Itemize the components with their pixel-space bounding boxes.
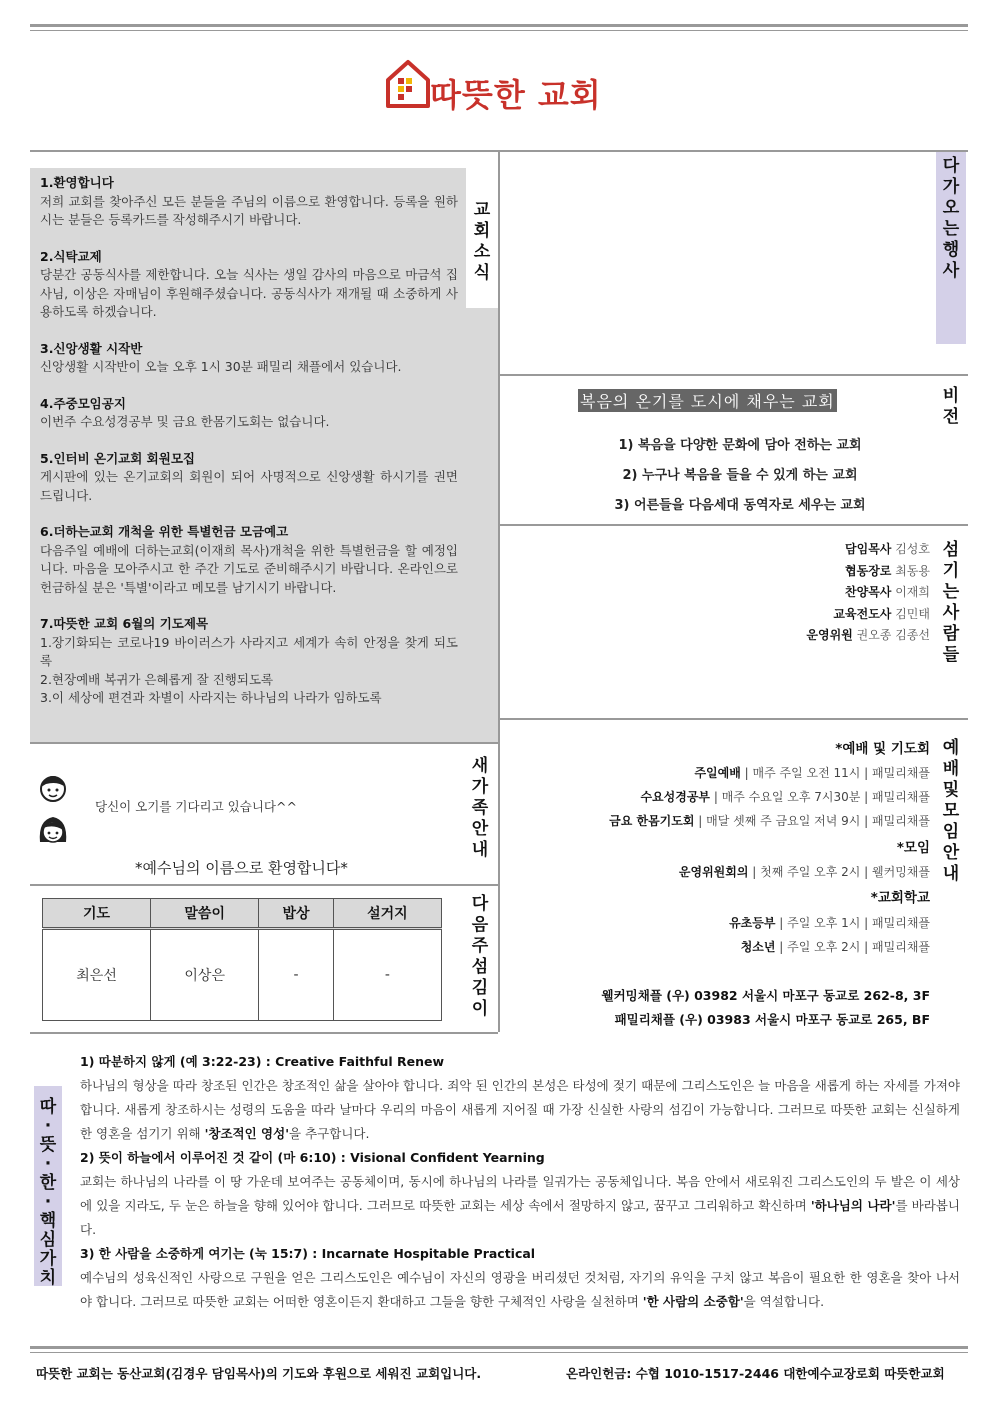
duty-title <box>468 894 492 1020</box>
news-item-title: 7.따뜻한 교회 6월의 기도제목 <box>40 616 209 631</box>
vertical-title-char: 주 <box>471 936 489 956</box>
schedule-row <box>540 788 930 805</box>
vertical-title-char: 및 <box>942 780 960 800</box>
chapel-address: 웰커밍채플 (우) 03982 서울시 마포구 동교로 262-8, 3F <box>601 988 930 1003</box>
girl-face-icon <box>36 812 70 848</box>
vertical-title-char: 전 <box>942 407 960 427</box>
chapel-address: 패밀리채플 (우) 03983 서울시 마포구 동교로 265, BF <box>614 1012 930 1027</box>
news-item <box>40 248 458 322</box>
vertical-title-char: 회 <box>473 221 491 241</box>
vertical-title-char: 내 <box>471 840 489 860</box>
new-family-message: 당신이 오기를 기다리고 있습니다^^ <box>95 799 297 814</box>
boy-face-icon <box>38 772 68 804</box>
news-title <box>470 200 494 284</box>
news-item-body: 이번주 수요성경공부 및 금요 한몸기도회는 없습니다. <box>40 414 330 429</box>
vertical-title-char: 식 <box>473 263 491 283</box>
duty-value-meal: - <box>259 929 334 1021</box>
vision-title <box>938 386 964 428</box>
top-rule-thin <box>30 30 968 31</box>
value-body-text-end: 을 추구합니다. <box>289 1126 370 1141</box>
value-body <box>80 1074 960 1146</box>
vertical-title-char: 교 <box>473 200 491 220</box>
church-name: 따뜻한 교회 <box>430 76 602 114</box>
footer-right: 온라인헌금: 수협 1010-1517-2446 대한예수교장로회 따뜻한교회 <box>566 1366 945 1381</box>
news-bottom-rule <box>30 742 498 744</box>
schedule-heading: *예배 및 기도회 <box>835 741 930 757</box>
schedule-detail: | 매주 수요일 오후 7시30분 | 패밀리채플 <box>710 790 930 804</box>
upcoming-title <box>938 156 964 282</box>
vertical-title-char: 치 <box>39 1268 57 1288</box>
schedule-detail: | 주일 오후 2시 | 패밀리채플 <box>775 940 930 954</box>
schedule-heading: *교회학교 <box>870 890 930 906</box>
vertical-title-char: 이 <box>471 999 489 1019</box>
values-list <box>80 1050 960 1314</box>
schedule-row <box>540 812 930 829</box>
vertical-title-char: · <box>44 1116 52 1136</box>
staff-name: 김민태 <box>895 606 930 621</box>
vertical-title-char: 내 <box>942 864 960 884</box>
new-family-title <box>468 756 492 861</box>
news-item <box>40 615 458 708</box>
value-heading: 1) 따분하지 않게 (예 3:22-23) : Creative Faithful Renew <box>80 1054 445 1069</box>
vertical-title-char: 오 <box>942 198 960 218</box>
value-body-emphasis: '창조적인 영성' <box>204 1126 290 1141</box>
vertical-title-char: 예 <box>942 738 960 758</box>
vertical-title-char: 람 <box>942 624 960 644</box>
value-body-text: 하나님의 형상을 따라 창조된 인간은 창조적인 삶을 살아야 합니다. 죄악 된 인간의 본성은 타성에 젖기 때문에 그리스도인은 늘 마음을 새롭게 하는 자세를 가져야합니다. 새롭게 창조하시는 성령의 도움을 따라 날마다 우리의 마음이 새롭게 지어질 때 가장 신실한 사랑의 섬김이 가능합니다. 그러므로 따뜻한 교회는 신실하게 한 영혼을 섬기기 위해 <box>80 1078 961 1141</box>
top-rule <box>30 24 968 27</box>
staff-member <box>700 562 930 579</box>
schedule-detail: | 매달 셋째 주 금요일 저녁 9시 | 패밀리채플 <box>694 814 930 828</box>
value-body-emphasis: '하나님의 나라' <box>810 1198 896 1213</box>
news-item <box>40 395 458 432</box>
vertical-title-char: 섬 <box>942 540 960 560</box>
vision-item-3: 3) 어른들을 다음세대 동역자로 세우는 교회 <box>614 498 866 513</box>
staff-member <box>700 626 930 643</box>
duty-table <box>42 898 442 1021</box>
news-item-title: 4.주중모임공지 <box>40 395 126 411</box>
value-heading: 3) 한 사람을 소중하게 여기는 (눅 15:7) : Incarnate Hospitable Practical <box>80 1246 536 1261</box>
schedule-detail: | 첫째 주일 오후 2시 | 웰커밍채플 <box>748 865 930 879</box>
vertical-title-char: 족 <box>471 798 489 818</box>
news-item-title: 5.인터비 온기교회 회원모집 <box>40 450 195 466</box>
vertical-title-char: 핵 <box>39 1211 57 1231</box>
staff-name: 김성호 <box>895 542 930 556</box>
news-item-title: 2.식탁교제 <box>40 248 102 264</box>
column-divider <box>498 152 500 1032</box>
schedule-row <box>540 863 930 880</box>
vision-rule <box>498 524 968 526</box>
vertical-title-char: 비 <box>942 386 960 406</box>
vertical-title-char: 음 <box>471 915 489 935</box>
news-panel <box>30 168 466 742</box>
staff-rule <box>498 718 968 720</box>
news-item <box>40 340 458 377</box>
value-body-text: 교회는 하나님의 나라를 이 땅 가운데 보여주는 공동체이며, 동시에 하나님의 나라를 일궈가는 공동체입니다. 복음 안에서 새로워진 그리스도인의 두 발은 이 세상에 있을 지라도, 두 눈은 하늘을 향해 있어야 합니다. 그러므로 따뜻한 교회는 세상 속에서 절망하지 않고, 꿈꾸고 그리워하고 확신하며 <box>80 1174 960 1213</box>
news-title-divider <box>466 168 467 308</box>
staff-role: 찬양목사 <box>845 585 892 599</box>
staff-title <box>938 540 964 666</box>
schedule-name: 수요성경공부 <box>640 790 711 804</box>
staff-member <box>700 605 930 622</box>
schedule-name: 청소년 <box>740 940 776 954</box>
news-item-body: 1.장기화되는 코로나19 바이러스가 사라지고 세계가 속히 안정을 찾게 되도록 2.현장예배 복귀가 은혜롭게 잘 진행되도록 3.이 세상에 편견과 차별이 사라지는 하나님의 나라가 임하도록 <box>40 634 458 705</box>
schedule-heading: *모임 <box>896 840 930 856</box>
schedule-row <box>540 764 930 781</box>
duty-header-dishes: 설거지 <box>333 899 441 929</box>
value-body <box>80 1266 960 1314</box>
vertical-title-char: 기 <box>942 561 960 581</box>
news-item-body: 저희 교회를 찾아주신 모든 분들을 주님의 이름으로 환영합니다. 등록을 원하시는 분들은 등록카드를 작성해주시기 바랍니다. <box>40 193 458 227</box>
schedule-row <box>540 914 930 931</box>
vertical-title-char: 다 <box>471 894 489 914</box>
staff-name: 권오종 김종선 <box>856 628 930 642</box>
staff-role: 운영위원 <box>806 628 853 642</box>
vertical-title-char: 따 <box>39 1097 57 1117</box>
value-body <box>80 1170 960 1242</box>
vertical-title-char: 사 <box>942 261 960 281</box>
schedule-name: 운영위원회의 <box>678 865 749 879</box>
vertical-title-char: 가 <box>471 777 489 797</box>
schedule-name: 금요 한몸기도회 <box>609 814 695 828</box>
news-item-body: 신앙생활 시작반이 오늘 오후 1시 30분 패밀리 채플에서 있습니다. <box>40 359 402 374</box>
duty-header-word: 말씀이 <box>151 899 259 929</box>
vertical-title-char: 김 <box>471 978 489 998</box>
staff-role: 담임목사 <box>845 542 892 556</box>
duty-header-row <box>43 899 442 929</box>
vision-item-2: 2) 누구나 복음을 들을 수 있게 하는 교회 <box>622 468 858 483</box>
vertical-title-char: 뜻 <box>39 1135 57 1155</box>
vertical-title-char: 사 <box>942 603 960 623</box>
news-item-title: 6.더하는교회 개척을 위한 특별헌금 모금예고 <box>40 524 289 539</box>
value-heading: 2) 뜻이 하늘에서 이루어진 것 같이 (마 6:10) : Visional Confident Yearning <box>80 1150 545 1165</box>
footer-rule <box>30 1346 968 1349</box>
duty-value-prayer: 최은선 <box>43 929 151 1021</box>
duty-value-word: 이상은 <box>151 929 259 1021</box>
vertical-title-char: 가 <box>942 177 960 197</box>
value-body-text: 예수님의 성육신적인 사랑으로 구원을 얻은 그리스도인은 예수님이 자신의 영광을 버리셨던 것처럼, 자기의 유익을 구치 않고 복음이 필요한 한 영혼을 찾아 나서야 합니다. 그러므로 따뜻한 교회는 어떠한 영혼이든지 환대하고 그들을 향한 구체적인 사랑을 실천하며 <box>80 1270 960 1309</box>
duty-header-meal: 밥상 <box>259 899 334 929</box>
value-body-text-end: 를 바라봅니다. <box>80 1198 960 1237</box>
news-item-body: 당분간 공동식사를 제한합니다. 오늘 식사는 생일 감사의 마음으로 마금석 집사님, 이상은 자매님이 후원해주셨습니다. 공동식사가 재개될 때 소중하게 사용하도록 하겠습니다. <box>40 267 458 319</box>
news-item <box>40 450 458 506</box>
duty-value-dishes: - <box>333 929 441 1021</box>
news-item-body: 게시판에 있는 온기교회의 회원이 되어 사명적으로 신앙생활 하시기를 권면 드립니다. <box>40 469 458 503</box>
vertical-title-char: · <box>44 1192 52 1212</box>
new-family-welcome: *예수님의 이름으로 환영합니다* <box>135 859 348 877</box>
news-item <box>40 523 458 597</box>
news-panel-extension <box>466 308 500 742</box>
news-item <box>40 174 458 230</box>
duty-header-prayer: 기도 <box>43 899 151 929</box>
schedule-row <box>540 938 930 955</box>
schedule-name: 주일예배 <box>694 766 741 780</box>
staff-role: 교육전도사 <box>833 606 892 621</box>
vision-headline: 복음의 온기를 도시에 채우는 교회 <box>578 389 837 412</box>
values-title <box>35 1098 61 1288</box>
staff-role: 협동장로 <box>845 563 892 578</box>
upcoming-rule <box>498 374 968 376</box>
news-item-title: 3.신앙생활 시작반 <box>40 340 143 356</box>
staff-name: 이재희 <box>895 585 930 599</box>
vertical-title-char: 임 <box>942 822 960 842</box>
new-family-rule <box>30 884 498 886</box>
schedule-title <box>938 738 964 885</box>
vertical-title-char: 행 <box>942 240 960 260</box>
vertical-title-char: 들 <box>942 645 960 665</box>
vision-item-1: 1) 복음을 다양한 문화에 담아 전하는 교회 <box>618 438 862 453</box>
schedule-detail: | 주일 오후 1시 | 패밀리채플 <box>775 916 930 930</box>
vertical-title-char: 심 <box>39 1230 57 1250</box>
news-item-body: 다음주일 예배에 더하는교회(이재희 목사)개척을 위한 특별헌금을 할 예정입니다. 마음을 모아주시고 한 주간 기도로 준비해주시기 바랍니다. 온라인으로 헌금하실 분은 '특별'이라고 메모를 남기시기 바랍니다. <box>40 542 458 595</box>
staff-member <box>700 583 930 600</box>
value-body-emphasis: '한 사람의 소중함' <box>642 1294 744 1309</box>
vertical-title-char: 는 <box>942 582 960 602</box>
vertical-title-char: 한 <box>39 1173 57 1193</box>
staff-name: 최동용 <box>895 563 930 578</box>
vertical-title-char: 배 <box>942 759 960 779</box>
schedule-name: 유초등부 <box>729 916 776 930</box>
schedule-detail: | 매주 주일 오전 11시 | 패밀리채플 <box>740 766 930 780</box>
vertical-title-char: · <box>44 1154 52 1174</box>
vertical-title-char: 소 <box>473 242 491 262</box>
vertical-title-char: 는 <box>942 219 960 239</box>
news-item-title: 1.환영합니다 <box>40 175 114 190</box>
vertical-title-char: 새 <box>471 756 489 776</box>
duty-rule <box>30 1032 498 1034</box>
vertical-title-char: 모 <box>942 801 960 821</box>
footer-rule-thin <box>30 1352 968 1353</box>
vertical-title-char: 안 <box>942 843 960 863</box>
footer-left: 따뜻한 교회는 동산교회(김경우 담임목사)의 기도와 후원으로 세워진 교회입니다. <box>36 1366 482 1381</box>
value-body-text-end: 을 역설합니다. <box>743 1294 825 1309</box>
vertical-title-char: 섬 <box>471 957 489 977</box>
staff-member <box>700 540 930 557</box>
news-list <box>40 174 458 726</box>
duty-value-row <box>43 929 442 1021</box>
vertical-title-char: 가 <box>39 1249 57 1269</box>
vertical-title-char: 안 <box>471 819 489 839</box>
vertical-title-char: 다 <box>942 156 960 176</box>
